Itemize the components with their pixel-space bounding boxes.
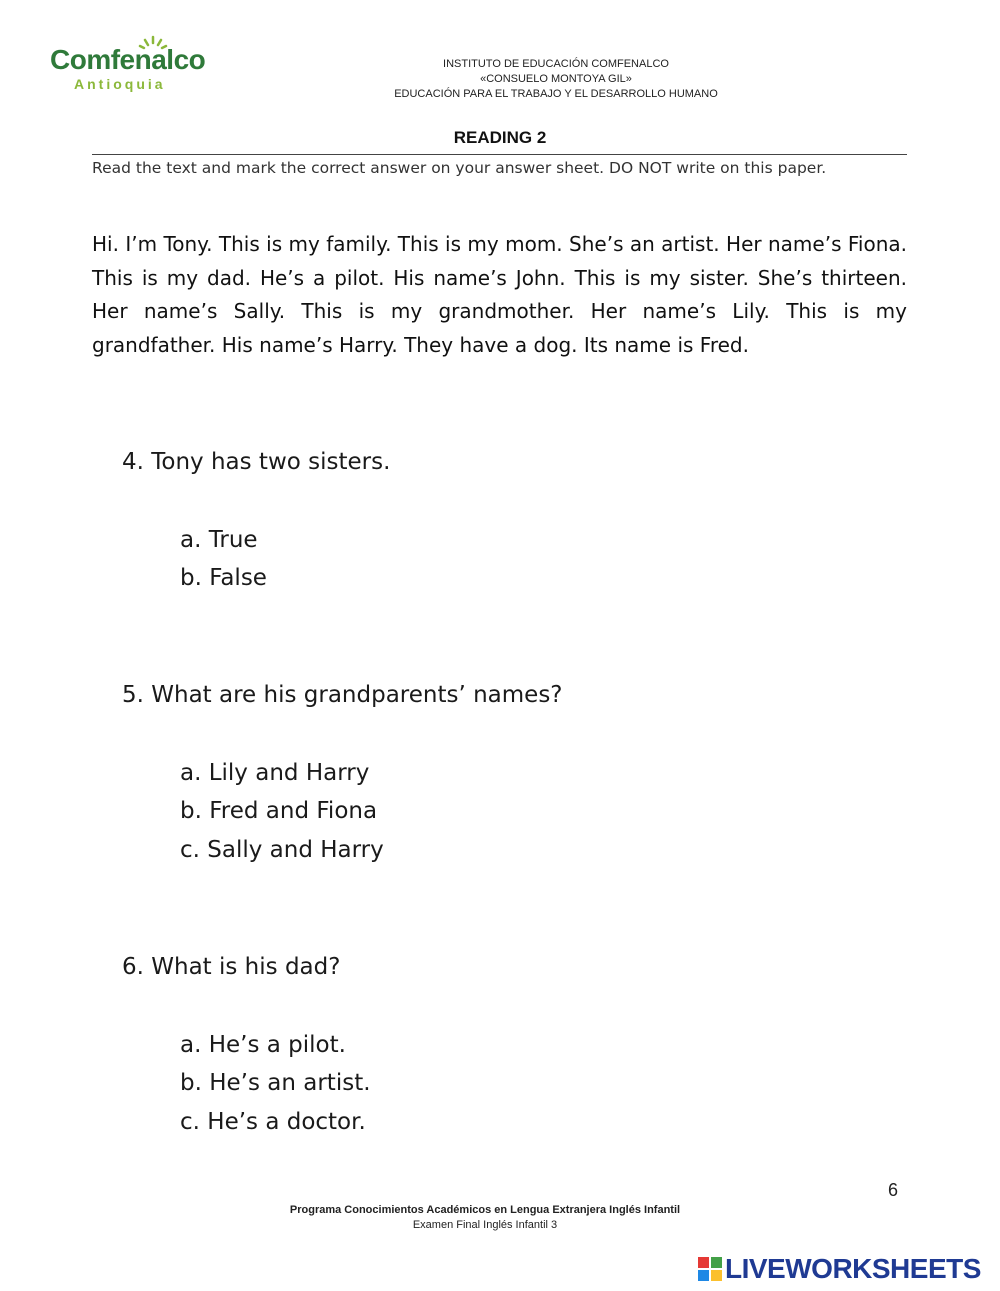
question-6-option-c: c. He’s a doctor.	[180, 1109, 366, 1135]
institution-line-1: INSTITUTO DE EDUCACIÓN COMFENALCO	[443, 58, 669, 70]
question-5-option-c: c. Sally and Harry	[180, 837, 384, 863]
liveworksheets-watermark	[698, 1253, 998, 1283]
liveworksheets-tiles-icon	[698, 1257, 722, 1281]
reading-passage: Hi. I’m Tony. This is my family. This is my mom. She’s an artist. Her name’s Fiona. This is my dad. He’s a pilot. His name’s John. This is my sister. She’s thirteen. Her name’s Sally. This is my grandmother. Her name’s Lily. This is my grandfather. His name’s Harry. They have a dog. Its name is Fred.	[92, 232, 907, 357]
institution-header	[300, 57, 812, 102]
title-divider	[92, 154, 907, 155]
question-4-option-a: a. True	[180, 527, 258, 553]
instructions-text: Read the text and mark the correct answer on your answer sheet. DO NOT write on this paper.	[92, 159, 827, 177]
question-5-option-b: b. Fred and Fiona	[180, 798, 378, 824]
question-5: 5. What are his grandparents’ names?	[122, 682, 563, 708]
institution-line-2: «CONSUELO MONTOYA GIL»	[480, 73, 632, 85]
question-6-option-b: b. He’s an artist.	[180, 1070, 371, 1096]
liveworksheets-text: LIVEWORKSHEETS	[725, 1253, 981, 1284]
question-6: 6. What is his dad?	[122, 954, 341, 980]
question-6-option-a: a. He’s a pilot.	[180, 1032, 346, 1058]
logo-sub-text: Antioquia	[74, 76, 166, 92]
footer-program: Programa Conocimientos Académicos en Lengua Extranjera Inglés Infantil	[289, 1204, 681, 1216]
comfenalco-logo	[50, 34, 220, 94]
question-4: 4. Tony has two sisters.	[122, 449, 391, 475]
footer-exam: Examen Final Inglés Infantil 3	[412, 1219, 558, 1231]
institution-line-3: EDUCACIÓN PARA EL TRABAJO Y EL DESARROLLO HUMANO	[394, 88, 718, 100]
question-5-option-a: a. Lily and Harry	[180, 760, 370, 786]
page-number: 6	[888, 1180, 899, 1200]
question-4-option-b: b. False	[180, 565, 267, 591]
page-title: READING 2	[453, 128, 547, 147]
logo-main-text: Comfenalco	[50, 44, 206, 75]
